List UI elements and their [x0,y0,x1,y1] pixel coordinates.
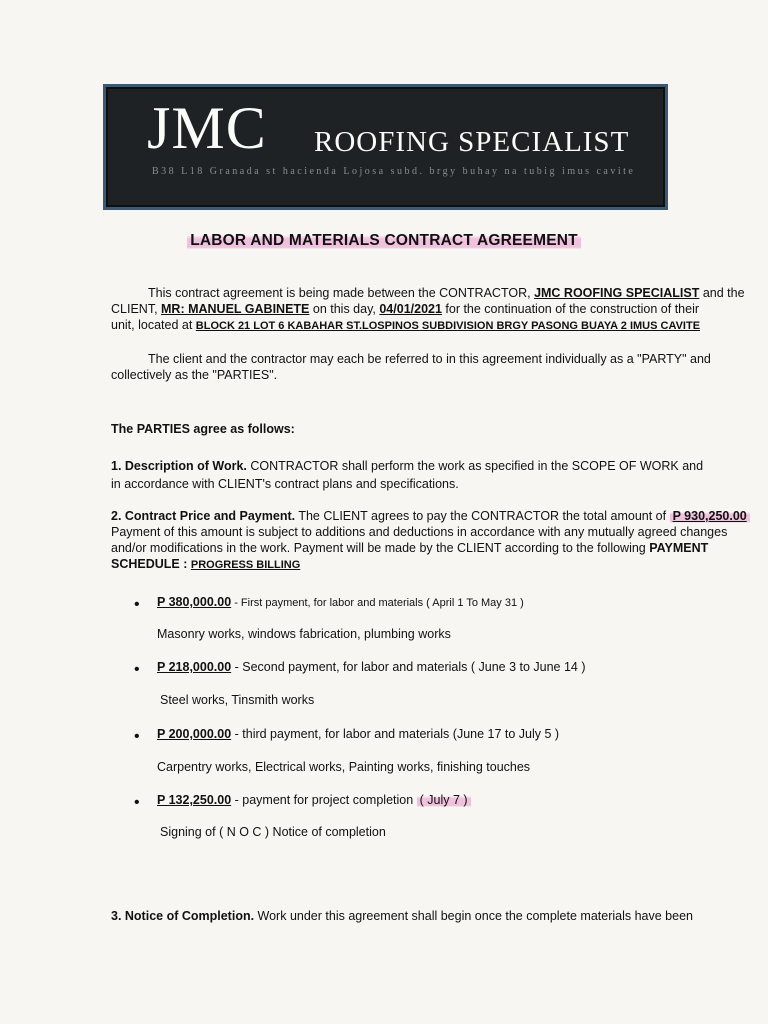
section-1-line-1: 1. Description of Work. CONTRACTOR shall perform the work as specified in the SCOPE OF WORK and [111,459,704,473]
bullet-icon: • [134,661,140,678]
total-amount: P 930,250.00 [670,509,750,523]
letterhead-address: B38 L18 Granada st hacienda Lojosa subd. brgy buhay na tubig imus cavite [152,166,636,177]
payment-amount: P 132,250.00 [157,793,232,807]
completion-date: ( July 7 ) [417,793,471,807]
parties-line-2: collectively as the "PARTIES". [111,368,278,382]
payment-desc: - First payment, for labor and materials ( April 1 To May 31 ) [231,597,524,609]
progress-billing: PROGRESS BILLING [190,559,301,571]
payment-scope-4: Signing of ( N O C ) Notice of completion [160,825,386,839]
payment-desc: - Second payment, for labor and materials ( June 3 to June 14 ) [231,660,586,674]
section-2-line-1: 2. Contract Price and Payment. The CLIENT agrees to pay the CONTRACTOR the total amount of P 930,250.00 [111,507,761,525]
section-1-heading: 1. Description of Work. [111,459,247,473]
payment-scope-3: Carpentry works, Electrical works, Painting works, finishing touches [157,760,531,774]
payment-scope-1: Masonry works, windows fabrication, plumbing works [157,627,451,641]
payment-item-1 [157,593,524,612]
title-text: LABOR AND MATERIALS CONTRACT AGREEMENT [187,232,581,249]
brand-subtitle: ROOFING SPECIALIST [314,126,630,158]
section-2-line-2: Payment of this amount is subject to additions and deductions in accordance with any mutually agreed changes [111,525,728,539]
bullet-icon: • [134,728,140,745]
section-2-heading: 2. Contract Price and Payment. [111,509,296,523]
payment-scope-2: Steel works, Tinsmith works [160,693,315,707]
intro-line-1: This contract agreement is being made between the CONTRACTOR, JMC ROOFING SPECIALIST and the [148,286,745,300]
section-3-heading: 3. Notice of Completion. [111,909,255,923]
payment-item-3 [157,725,559,743]
payment-item-2 [157,658,586,676]
parties-line-1: The client and the contractor may each be referred to in this agreement individually as a "PARTY" and [148,352,711,366]
payment-amount: P 200,000.00 [157,727,232,741]
document-title [0,232,768,250]
bullet-icon: • [134,596,140,613]
payment-desc: - payment for project completion [231,793,417,807]
bullet-icon: • [134,794,140,811]
project-location: BLOCK 21 LOT 6 KABAHAR ST.LOSPINOS SUBDIVISION BRGY PASONG BUAYA 2 IMUS CAVITE [195,320,701,332]
agree-heading: The PARTIES agree as follows: [111,422,295,436]
payment-amount: P 380,000.00 [157,595,232,609]
section-2-line-4: SCHEDULE : PROGRESS BILLING [111,557,301,571]
client-name: MR: MANUEL GABINETE [161,302,310,316]
section-1-line-2: in accordance with CLIENT's contract plans and specifications. [111,477,459,491]
intro-line-3: unit, located at BLOCK 21 LOT 6 KABAHAR ST.LOSPINOS SUBDIVISION BRGY PASONG BUAYA 2 IMUS CAVITE [111,318,701,332]
payment-amount: P 218,000.00 [157,660,232,674]
contractor-name: JMC ROOFING SPECIALIST [534,286,700,300]
payment-desc: - third payment, for labor and materials (June 17 to July 5 ) [231,727,560,741]
intro-line-2: CLIENT, MR: MANUEL GABINETE on this day, 04/01/2021 for the continuation of the construction of their [111,302,700,316]
section-2-line-3: and/or modifications in the work. Payment will be made by the CLIENT according to the following PAYMENT [111,541,709,555]
section-3-line-1: 3. Notice of Completion. Work under this agreement shall begin once the complete materials have been [111,909,693,923]
letterhead-banner [103,84,668,210]
agreement-date: 04/01/2021 [379,302,442,316]
payment-item-4 [157,791,471,809]
brand-name: JMC [147,95,267,161]
